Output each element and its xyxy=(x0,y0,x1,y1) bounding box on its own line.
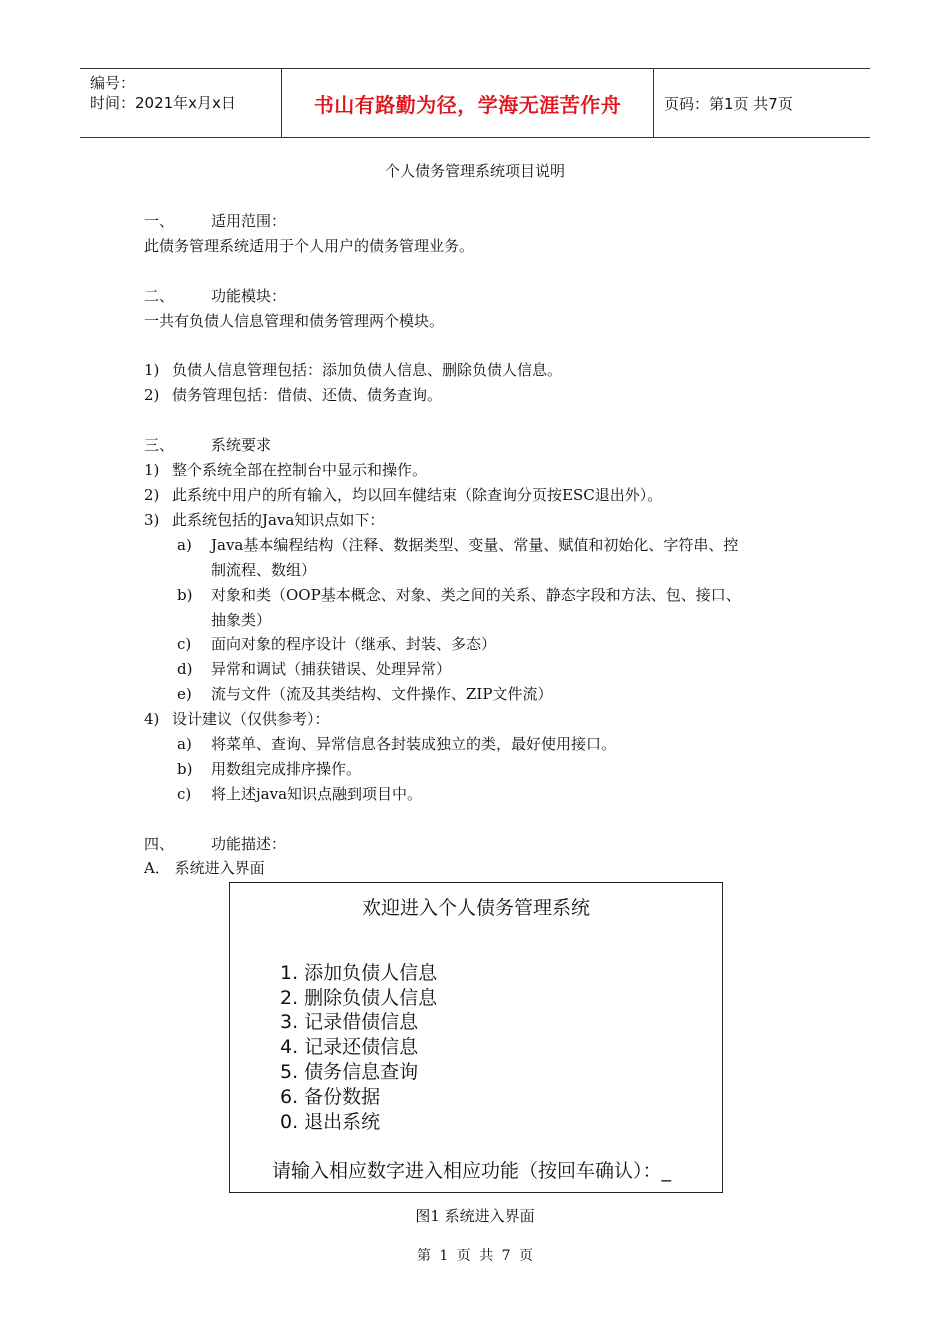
sublist-item: 异常和调试（捕获错误、处理异常） xyxy=(211,660,452,678)
list-item-number: 4) xyxy=(144,710,160,728)
list-item: 此系统中用户的所有输入，均以回车健结束（除查询分页按ESC退出外）。 xyxy=(172,486,663,504)
console-title: 欢迎进入个人债务管理系统 xyxy=(361,897,590,919)
section1-number: 一、 xyxy=(144,212,175,230)
sublist-item-number: a) xyxy=(177,735,192,753)
console-menu-item: 1. 添加负债人信息 xyxy=(280,962,438,984)
list-item: 债务管理包括：借债、还债、债务查询。 xyxy=(172,386,443,404)
sublist-item-number: c) xyxy=(177,635,192,653)
console-prompt: 请输入相应数字进入相应功能（按回车确认）：_ xyxy=(272,1160,672,1182)
list-item: 负债人信息管理包括：添加负债人信息、删除负债人信息。 xyxy=(172,361,563,379)
sublist-item-number: d) xyxy=(177,660,193,678)
console-menu-item: 6. 备份数据 xyxy=(280,1086,381,1108)
sublist-item-number: b) xyxy=(177,586,193,604)
page-header xyxy=(80,68,870,138)
section4-number: 四、 xyxy=(144,835,175,853)
sublist-item-number: c) xyxy=(177,785,192,803)
console-menu-item: 5. 债务信息查询 xyxy=(280,1061,419,1083)
sublist-item-number: b) xyxy=(177,760,193,778)
sublist-item: 流与文件（流及其类结构、文件操作、ZIP文件流） xyxy=(211,685,553,703)
sublist-item: 面向对象的程序设计（继承、封装、多态） xyxy=(211,635,497,653)
list-item: 整个系统全部在控制台中显示和操作。 xyxy=(172,461,428,479)
console-menu-item: 0. 退出系统 xyxy=(280,1111,381,1133)
console-menu-item: 3. 记录借债信息 xyxy=(280,1011,419,1033)
section2-number: 二、 xyxy=(144,287,175,305)
sublist-item: 将上述java知识点融到项目中。 xyxy=(211,785,423,803)
list-item-number: 2) xyxy=(144,386,160,404)
section2-body: 一共有负债人信息管理和债务管理两个模块。 xyxy=(144,312,445,330)
sublist-item-continuation: 抽象类） xyxy=(211,611,272,629)
header-meta xyxy=(80,69,281,137)
section4-subheading: A． 系统进入界面 xyxy=(144,859,265,877)
list-item-number: 1) xyxy=(144,361,160,379)
sublist-item: 用数组完成排序操作。 xyxy=(211,760,362,778)
sublist-item: 对象和类（OOP基本概念、对象、类之间的关系、静态字段和方法、包、接口、 xyxy=(211,586,741,604)
section3-heading: 系统要求 xyxy=(211,436,272,454)
figure-caption: 图1 系统进入界面 xyxy=(415,1207,535,1225)
page-footer: 第 1 页 共 7 页 xyxy=(416,1248,534,1264)
sublist-item: 将菜单、查询、异常信息各封装成独立的类，最好使用接口。 xyxy=(211,735,617,753)
section3-number: 三、 xyxy=(144,436,175,454)
sublist-item: Java基本编程结构（注释、数据类型、变量、常量、赋值和初始化、字符串、控 xyxy=(211,536,739,554)
section1-heading: 适用范围： xyxy=(211,212,287,230)
sublist-item-continuation: 制流程、数组） xyxy=(211,561,317,579)
time-label: 时间：2021年x月x日 xyxy=(90,94,236,112)
list-item-number: 1) xyxy=(144,461,160,479)
list-item-number: 3) xyxy=(144,511,160,529)
list-item: 此系统包括的Java知识点如下： xyxy=(172,511,385,529)
header-page-info: 页码：第1页 共7页 xyxy=(664,94,793,113)
serial-label: 编号： xyxy=(90,74,136,92)
header-motto-cell xyxy=(281,69,654,137)
list-item: 设计建议（仅供参考）： xyxy=(172,710,330,728)
console-screenshot xyxy=(229,882,723,1193)
console-menu-item: 2. 删除负债人信息 xyxy=(280,987,438,1009)
document-title: 个人债务管理系统项目说明 xyxy=(384,162,565,180)
header-motto: 书山有路勤为径，学海无涯苦作舟 xyxy=(313,92,622,117)
sublist-item-number: e) xyxy=(177,685,192,703)
section1-body: 此债务管理系统适用于个人用户的债务管理业务。 xyxy=(144,237,475,255)
list-item-number: 2) xyxy=(144,486,160,504)
sublist-item-number: a) xyxy=(177,536,192,554)
console-menu-item: 4. 记录还债信息 xyxy=(280,1036,419,1058)
section4-heading: 功能描述： xyxy=(211,835,287,853)
section2-heading: 功能模块： xyxy=(211,287,287,305)
